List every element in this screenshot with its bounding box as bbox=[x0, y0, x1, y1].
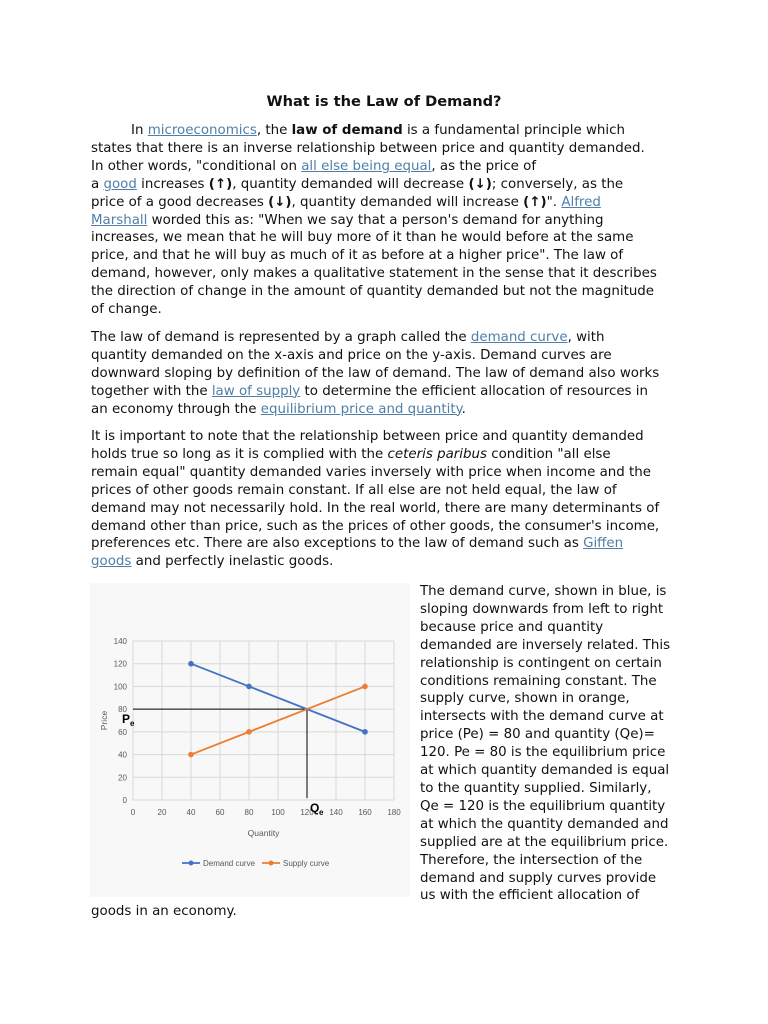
text-line: us with the efficient allocation of bbox=[420, 888, 640, 904]
text-segment: The law of demand is represented by a graph called the bbox=[91, 330, 471, 345]
text-line: demanded are inversely related. This bbox=[420, 637, 671, 653]
y-tick-label: 40 bbox=[118, 750, 127, 760]
text-line: Qe = 120 is the equilibrium quantity bbox=[420, 798, 666, 814]
legend-swatch-marker bbox=[269, 861, 274, 866]
data-point bbox=[188, 661, 194, 667]
x-tick-label: 140 bbox=[329, 808, 343, 817]
text-segment: , the bbox=[256, 123, 292, 138]
paragraph-demand-curve bbox=[91, 329, 681, 419]
text-segment: holds true so long as it is complied with the bbox=[91, 446, 388, 462]
text-line bbox=[91, 401, 681, 419]
text-line: supply curve, shown in orange, bbox=[420, 691, 630, 707]
text-segment: is a fundamental principle which bbox=[402, 123, 625, 138]
link-giffen-goods[interactable]: Giffen bbox=[583, 536, 624, 552]
x-tick-label: 40 bbox=[186, 808, 196, 817]
text-segment: worded this as: "When we say that a person's demand for anything bbox=[147, 212, 604, 228]
page-title: What is the Law of Demand? bbox=[266, 93, 502, 110]
text-segment: , quantity demanded will decrease bbox=[232, 176, 469, 192]
qe-annotation: Q bbox=[310, 801, 320, 815]
paragraph-tail: goods in an economy. bbox=[91, 904, 237, 919]
italic-term: ceteris paribus bbox=[387, 446, 487, 462]
x-tick-label: 160 bbox=[358, 808, 372, 817]
x-tick-label: 0 bbox=[130, 808, 136, 817]
paragraph-intro bbox=[91, 122, 681, 319]
link-equilibrium-price-and-quantity[interactable]: equilibrium price and quantity bbox=[260, 401, 462, 417]
legend-label: Supply curve bbox=[283, 859, 330, 868]
text-line bbox=[91, 194, 681, 212]
text-line bbox=[91, 553, 681, 571]
text-line: demand other than price, such as the prices of other goods, the consumer's income, bbox=[91, 518, 660, 534]
arrow-up-symbol: (↑) bbox=[523, 194, 547, 210]
text-segment: and perfectly inelastic goods. bbox=[131, 554, 334, 570]
link-microeconomics[interactable]: microeconomics bbox=[147, 123, 257, 138]
text-line bbox=[91, 212, 681, 230]
y-tick-label: 100 bbox=[113, 682, 127, 692]
text-line: conditions remaining constant. The bbox=[420, 673, 657, 689]
text-segment: ; conversely, as the bbox=[491, 176, 624, 192]
text-line: downward sloping by definition of the law of demand. The law of demand also works bbox=[91, 365, 660, 381]
text-line bbox=[91, 176, 681, 194]
text-segment: ". bbox=[546, 194, 562, 210]
text-line: price, and that he will buy as much of it as before at a higher price". The law of bbox=[91, 248, 624, 264]
link-good[interactable]: good bbox=[103, 176, 137, 192]
text-line: quantity demanded on the x-axis and price on the y-axis. Demand curves are bbox=[91, 347, 612, 363]
x-tick-label: 120 bbox=[300, 808, 314, 817]
paragraph-chart-explanation bbox=[420, 583, 690, 905]
text-line bbox=[91, 158, 681, 176]
link-demand-curve[interactable]: demand curve bbox=[470, 330, 568, 345]
text-line: sloping downwards from left to right bbox=[420, 601, 664, 617]
text-segment: condition "all else bbox=[486, 446, 611, 462]
text-line: remain equal" quantity demanded varies inversely with price when income and the bbox=[91, 464, 651, 480]
text-line: demand may not necessarily hold. In the real world, there are many determinants of bbox=[91, 500, 660, 516]
x-tick-label: 80 bbox=[244, 808, 254, 817]
y-tick-label: 20 bbox=[118, 773, 127, 783]
text-line: increases, we mean that he will buy more of it than he would before at the same bbox=[91, 230, 634, 246]
text-line: of change. bbox=[91, 302, 162, 318]
text-line: The demand curve, shown in blue, is bbox=[420, 584, 667, 599]
text-segment: an economy through the bbox=[91, 401, 261, 417]
text-segment: , with bbox=[567, 330, 605, 345]
text-line: the direction of change in the amount of quantity demanded but not the magnitude bbox=[91, 284, 655, 300]
text-line: at which quantity demanded is equal bbox=[420, 763, 670, 779]
data-point bbox=[188, 752, 194, 758]
text-line: It is important to note that the relationship between price and quantity demanded bbox=[91, 429, 644, 444]
y-tick-label: 0 bbox=[122, 796, 127, 805]
link-law-of-supply[interactable]: law of supply bbox=[211, 383, 301, 399]
pe-annotation: P bbox=[122, 712, 131, 727]
pe-annotation-subscript: e bbox=[130, 719, 135, 729]
text-line: states that there is an inverse relationship between price and quantity demanded. bbox=[91, 140, 645, 156]
arrow-down-symbol: (↓) bbox=[268, 194, 292, 210]
text-segment: , quantity demanded will increase bbox=[291, 194, 524, 210]
text-line: intersects with the demand curve at bbox=[420, 709, 664, 725]
qe-annotation-subscript: e bbox=[319, 808, 324, 817]
text-segment: increases bbox=[136, 176, 209, 192]
chart-canvas bbox=[90, 583, 410, 897]
text-line: relationship is contingent on certain bbox=[420, 655, 662, 671]
text-line bbox=[91, 329, 681, 347]
text-segment: price of a good decreases bbox=[91, 194, 269, 210]
text-line: Therefore, the intersection of the bbox=[420, 852, 643, 868]
text-segment: preferences etc. There are also exceptions to the law of demand such as bbox=[91, 536, 584, 552]
text-line: prices of other goods remain constant. If all else are not held equal, the law of bbox=[91, 482, 617, 498]
text-line bbox=[91, 535, 681, 553]
text-line: demand and supply curves provide bbox=[420, 870, 657, 886]
text-line bbox=[91, 446, 681, 464]
y-tick-label: 60 bbox=[118, 727, 127, 737]
data-point bbox=[362, 729, 368, 735]
text-line bbox=[91, 122, 681, 140]
x-axis-label: Quantity bbox=[247, 828, 280, 838]
text-line bbox=[91, 383, 681, 401]
legend-swatch-marker bbox=[189, 861, 194, 866]
bold-term: law of demand bbox=[291, 123, 403, 138]
arrow-down-symbol: (↓) bbox=[468, 176, 492, 192]
data-point bbox=[246, 684, 252, 690]
data-point bbox=[362, 684, 368, 690]
text-segment: , as the price of bbox=[431, 158, 537, 174]
legend-label: Demand curve bbox=[203, 859, 256, 868]
y-tick-label: 80 bbox=[118, 705, 127, 715]
text-line: supplied are at the equilibrium price. bbox=[420, 834, 669, 850]
x-tick-label: 100 bbox=[271, 808, 285, 817]
link-alfred-marshall-cont[interactable]: Marshall bbox=[91, 212, 148, 228]
text-segment: . bbox=[461, 401, 466, 417]
y-axis-label: Price bbox=[99, 710, 109, 731]
text-segment: In other words, "conditional on bbox=[91, 158, 302, 174]
text-segment: to determine the efficient allocation of resources in bbox=[300, 383, 648, 399]
x-tick-label: 20 bbox=[157, 808, 167, 817]
text-line: to the quantity supplied. Similarly, bbox=[420, 780, 652, 796]
link-all-else-being-equal[interactable]: all else being equal bbox=[301, 158, 432, 174]
text-line: 120. Pe = 80 is the equilibrium price bbox=[420, 745, 666, 761]
x-tick-label: 60 bbox=[215, 808, 225, 817]
text-segment: together with the bbox=[91, 383, 212, 399]
arrow-up-symbol: (↑) bbox=[208, 176, 233, 192]
text-segment: In bbox=[131, 123, 148, 138]
x-tick-label: 180 bbox=[387, 808, 401, 817]
data-point bbox=[246, 729, 252, 735]
text-line: at which the quantity demanded and bbox=[420, 816, 669, 832]
paragraph-ceteris-paribus bbox=[91, 428, 681, 571]
link-giffen-goods-cont[interactable]: goods bbox=[91, 554, 132, 570]
text-segment: a bbox=[91, 176, 104, 192]
y-tick-label: 140 bbox=[113, 637, 127, 646]
link-alfred-marshall[interactable]: Alfred bbox=[561, 194, 601, 210]
text-line: because price and quantity bbox=[420, 619, 604, 635]
text-line: price (Pe) = 80 and quantity (Qe)= bbox=[420, 727, 655, 743]
text-line: demand, however, only makes a qualitative statement in the sense that it describes bbox=[91, 266, 657, 282]
y-tick-label: 120 bbox=[113, 659, 127, 669]
supply-demand-chart bbox=[90, 583, 410, 897]
